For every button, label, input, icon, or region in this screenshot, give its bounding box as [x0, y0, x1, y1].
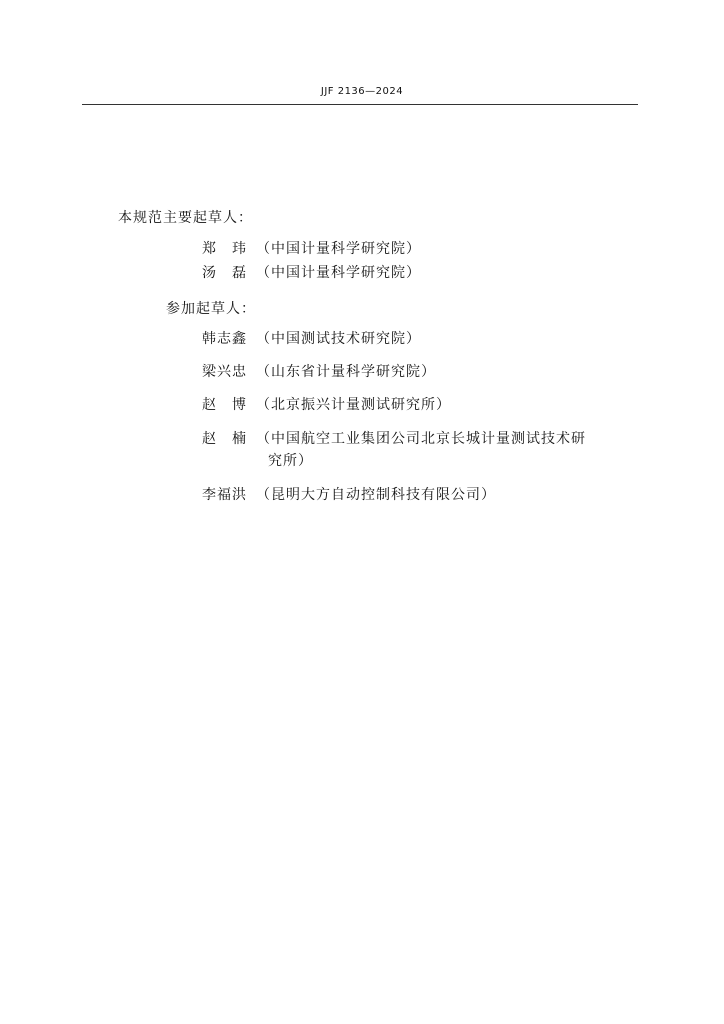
participating-drafters-heading: 参加起草人： [166, 301, 256, 317]
drafter-org: （中国计量科学研究院） [256, 241, 421, 257]
main-drafters-heading: 本规范主要起草人： [118, 210, 253, 226]
drafter-name: 李福洪 [202, 487, 247, 503]
participating-drafter-entry [202, 428, 586, 472]
drafter-name: 梁兴忠 [202, 364, 247, 380]
header-divider [82, 104, 638, 105]
document-code: JJF 2136—2024 [320, 86, 404, 97]
participating-drafter-entry [202, 484, 496, 506]
drafter-org: （中国测试技术研究院） [256, 331, 421, 347]
participating-drafter-entry [202, 328, 421, 350]
drafter-org: （北京振兴计量测试研究所） [256, 397, 451, 413]
drafter-name: 韩志鑫 [202, 331, 247, 347]
participating-drafter-entry [202, 394, 451, 416]
participating-drafter-entry [202, 361, 436, 383]
drafter-name: 郑 玮 [202, 241, 247, 257]
main-drafter-entry [202, 238, 421, 260]
drafter-name: 赵 博 [202, 397, 247, 413]
drafter-name: 汤 磊 [202, 265, 247, 281]
drafter-org: （中国计量科学研究院） [256, 265, 421, 281]
main-drafter-entry [202, 262, 421, 284]
drafter-org: （山东省计量科学研究院） [256, 364, 436, 380]
drafter-org: （中国航空工业集团公司北京长城计量测试技术研 [256, 431, 586, 447]
drafter-name: 赵 楠 [202, 431, 247, 447]
drafter-org: （昆明大方自动控制科技有限公司） [256, 487, 496, 503]
drafter-org-continued: 究所） [268, 453, 313, 469]
